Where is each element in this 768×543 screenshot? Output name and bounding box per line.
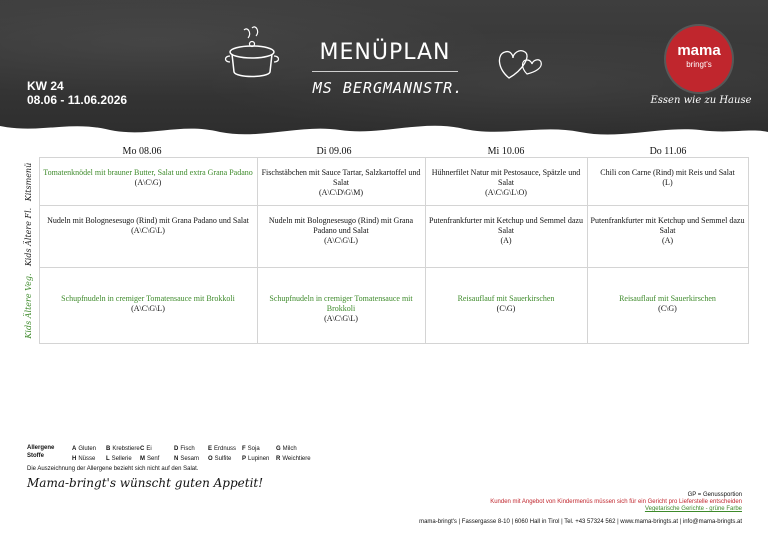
allergen-codes: (A\C\G) <box>134 178 162 187</box>
day-header-do: Do 11.06 <box>649 146 687 157</box>
appetit-slogan: Mama-bringt's wünscht guten Appetit! <box>27 476 264 490</box>
day-header-mi: Mi 10.06 <box>487 146 525 157</box>
date-range: 08.06 - 11.06.2026 <box>27 93 128 107</box>
allergen-legend <box>72 444 310 464</box>
dish-name: Fischstäbchen mit Sauce Tartar, Salzkartoffel und Salat <box>261 168 421 187</box>
dish-name: Nudeln mit Bolognesesugo (Rind) mit Grana Padano und Salat <box>47 216 249 225</box>
row-label-text: Kitsmenü <box>23 162 33 201</box>
allergen-row <box>72 444 310 454</box>
allergen-item: N Sesam <box>174 456 200 462</box>
row-label-text: Kids Ältere Fl. <box>23 207 33 266</box>
page-title: MENÜPLAN <box>319 40 451 65</box>
kids-menu-note: Kunden mit Angebot von Kindermenüs müssen sich für ein Gericht pro Lieferstelle entscheiden <box>490 499 742 505</box>
menu-cell <box>257 268 425 344</box>
allergen-item: M Senf <box>140 456 160 462</box>
allergen-codes: (C\G) <box>658 304 677 313</box>
dish-name: Nudeln mit Bolognesesugo (Rind) mit Grana Padano und Salat <box>268 216 414 235</box>
dish-name: Reisauflauf mit Sauerkirschen <box>619 294 716 303</box>
menu-cell <box>39 158 257 206</box>
week-number: KW 24 <box>27 79 64 93</box>
location-subtitle: MS BERGMANNSTR. <box>312 79 464 97</box>
allergen-codes: (A\C\D\G\M) <box>319 188 363 197</box>
allergen-codes: (A\C\G\L) <box>131 304 165 313</box>
allergen-item: D Fisch <box>174 446 195 452</box>
menu-cell <box>425 158 587 206</box>
allergen-codes: (C\G) <box>496 304 516 313</box>
gp-note: GP = Genussportion <box>687 492 742 498</box>
allergen-codes: (A\C\G\L) <box>324 314 358 323</box>
footer-contact: mama-bringt's | Fassergasse 8-10 | 6060 Hall in Tirol | Tel. +43 57324 562 | www.mama-bringts.at | info@mama-bringts.at <box>419 519 742 525</box>
title-divider <box>312 71 458 72</box>
dish-name: Chili con Carne (Rind) mit Reis und Salat <box>600 168 735 177</box>
hearts-icon <box>495 44 545 84</box>
dish-name: Putenfrankfurter mit Ketchup und Semmel dazu Salat <box>429 216 583 235</box>
menu-cell <box>39 268 257 344</box>
allergen-item: L Sellerie <box>106 456 132 462</box>
menu-cell <box>425 268 587 344</box>
allergen-codes: (A) <box>661 236 674 245</box>
allergen-item: C Ei <box>140 446 152 452</box>
header-banner <box>0 0 768 140</box>
dish-name: Hühnerfilet Natur mit Pestosauce, Spätzle und Salat <box>431 168 581 187</box>
allergen-legend-title <box>27 444 54 460</box>
allergen-codes: (L) <box>662 178 673 187</box>
row-label <box>19 268 39 344</box>
dish-name: Schupfnudeln in cremiger Tomatensauce mit Brokkoli <box>61 294 235 303</box>
table-row <box>19 158 748 206</box>
allergen-codes: (A) <box>500 236 512 245</box>
allergen-item: B Krebstiere <box>106 446 140 452</box>
menu-cell <box>257 158 425 206</box>
allergen-codes: (A\C\G\L) <box>131 226 165 235</box>
menu-table <box>19 157 749 344</box>
dish-name: Schupfnudeln in cremiger Tomatensauce mit Brokkoli <box>269 294 413 313</box>
allergen-codes: (A\C\G\L) <box>324 236 358 245</box>
week-info <box>27 79 127 107</box>
allergen-title-line: Stoffe <box>27 453 44 459</box>
brush-edge-decoration <box>0 108 768 140</box>
allergen-item: R Weichtiere <box>276 456 311 462</box>
allergen-note: Die Auszeichnung der Allergene bezieht sich nicht auf den Salat. <box>27 466 199 472</box>
row-label-text: Kids Ältere Veg. <box>23 272 33 339</box>
brand-tagline: Essen wie zu Hause <box>650 95 752 106</box>
menu-cell <box>257 206 425 268</box>
allergen-item: H Nüsse <box>72 456 96 462</box>
table-row <box>19 268 748 344</box>
menu-cell <box>587 268 748 344</box>
vegetarian-note: Vegetarische Gerichte - grüne Farbe <box>644 506 742 512</box>
brand-logo <box>666 26 732 92</box>
row-label <box>19 206 39 268</box>
allergen-item: E Erdnuss <box>208 446 237 452</box>
allergen-title-line: Allergene <box>27 445 55 451</box>
menu-cell <box>425 206 587 268</box>
allergen-item: F Soja <box>242 446 260 452</box>
cooking-pot-icon <box>222 24 282 84</box>
allergen-item: A Gluten <box>72 446 97 452</box>
day-header-mo: Mo 08.06 <box>122 146 162 157</box>
menu-cell <box>39 206 257 268</box>
dish-name: Putenfrankfurter mit Ketchup und Semmel dazu Salat <box>590 216 745 235</box>
logo-wordmark: mama <box>677 42 721 59</box>
allergen-row <box>72 454 310 464</box>
menu-cell <box>587 158 748 206</box>
logo-subtext: bringt's <box>686 60 712 69</box>
dish-name: Reisauflauf mit Sauerkirschen <box>457 294 555 303</box>
row-label <box>19 158 39 206</box>
day-header-di: Di 09.06 <box>316 146 352 157</box>
allergen-codes: (A\C\G\L\O) <box>485 188 527 197</box>
menu-cell <box>587 206 748 268</box>
allergen-item: P Lupinen <box>242 456 270 462</box>
allergen-item: G Milch <box>276 446 297 452</box>
allergen-item: O Sulfite <box>208 456 232 462</box>
table-row <box>19 206 748 268</box>
dish-name: Tomatenknödel mit brauner Butter, Salat und extra Grana Padano <box>43 168 253 177</box>
